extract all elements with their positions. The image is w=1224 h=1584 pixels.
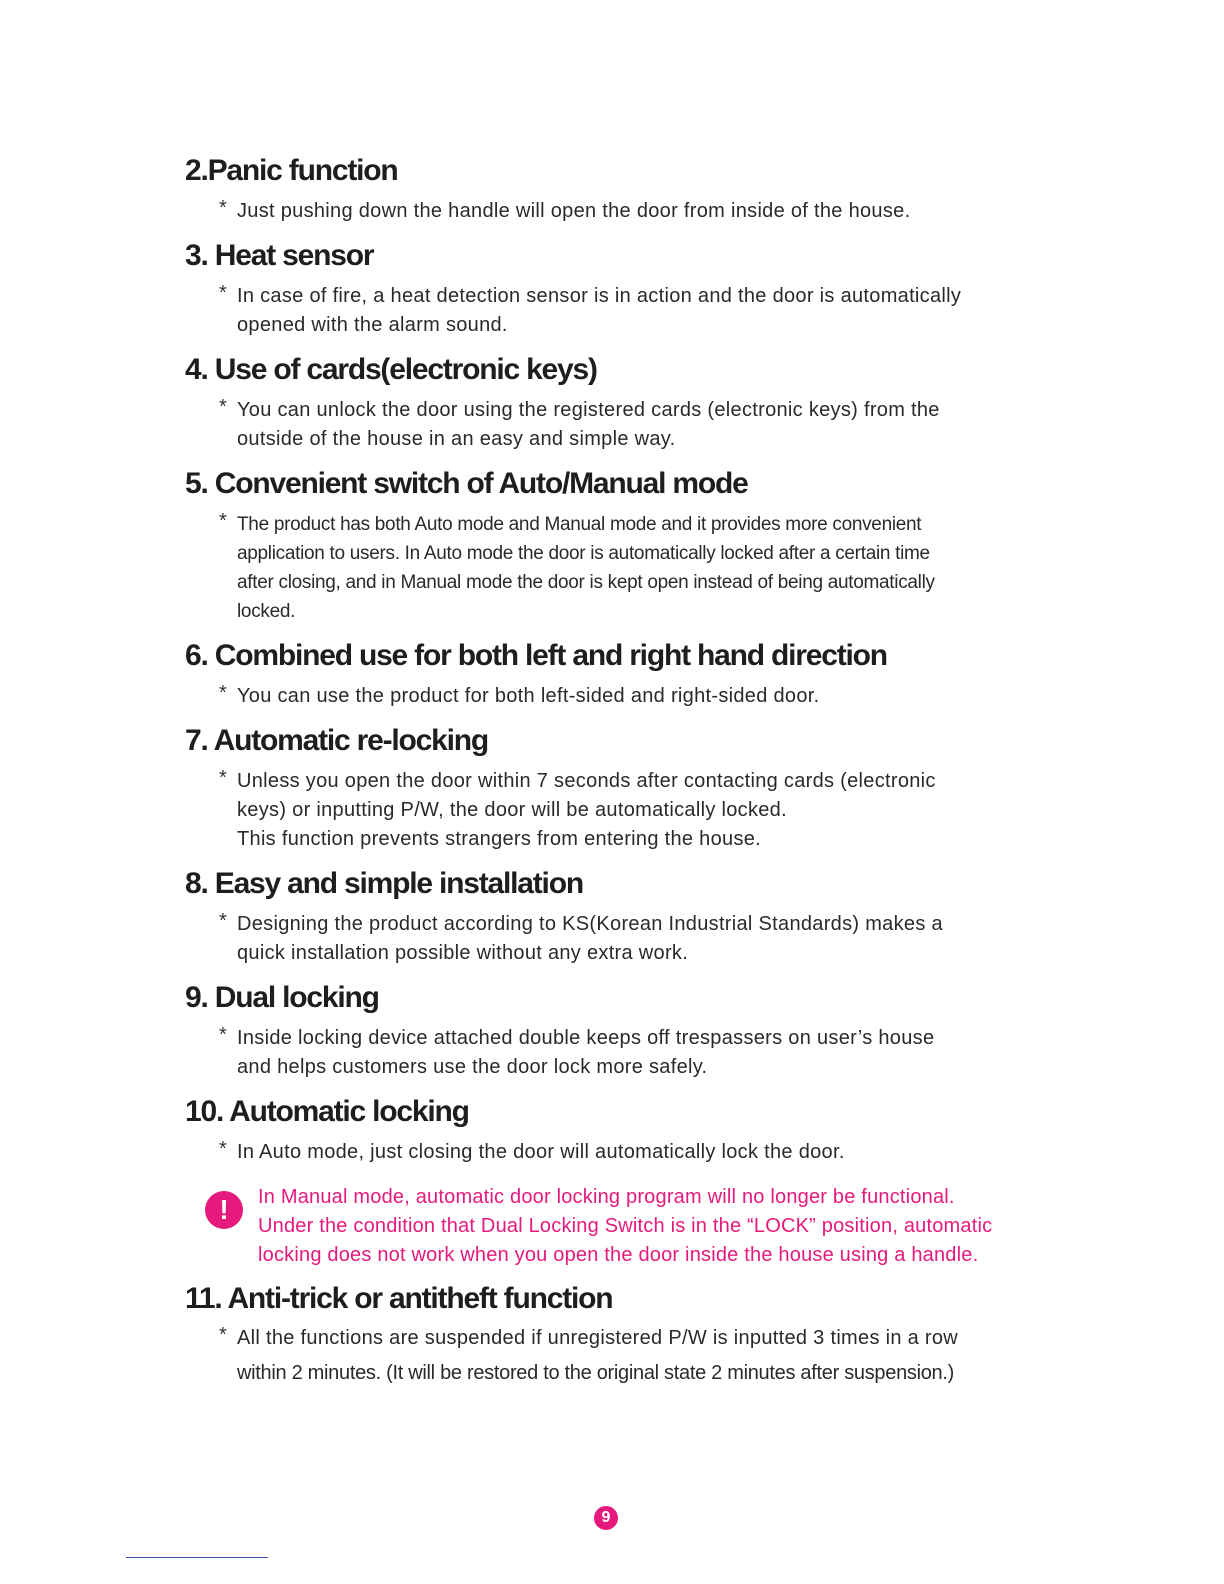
section-heading: 7. Automatic re-locking: [185, 724, 489, 757]
section-item: [219, 396, 1047, 454]
section-heading: 9. Dual locking: [185, 981, 379, 1014]
item-line: opened with the alarm sound.: [237, 314, 508, 336]
bullet-mark: *: [219, 396, 228, 418]
bullet-mark: *: [219, 282, 228, 304]
item-line: You can use the product for both left-sided and right-sided door.: [237, 685, 820, 707]
section-heading: 5. Convenient switch of Auto/Manual mode: [185, 467, 748, 500]
section-use-of-cards: [185, 350, 1065, 454]
item-line: All the functions are suspended if unregistered P/W is inputted 3 times in a row: [237, 1327, 959, 1349]
bullet-mark: *: [219, 1024, 228, 1046]
section-item: [219, 510, 1047, 626]
section-automatic-relocking: [185, 721, 1065, 854]
section-item: [219, 282, 1047, 340]
page-number-badge: 9: [594, 1506, 618, 1530]
section-item: [219, 682, 1047, 711]
item-line: outside of the house in an easy and simple way.: [237, 428, 676, 450]
item-line: quick installation possible without any extra work.: [237, 942, 689, 964]
section-heading: 11. Anti-trick or antitheft function: [185, 1282, 613, 1315]
footer-divider: [126, 1557, 268, 1558]
section-item: [219, 197, 1047, 226]
warning-text: [258, 1183, 992, 1270]
item-line: You can unlock the door using the registered cards (electronic keys) from the: [237, 399, 940, 421]
item-line: In case of fire, a heat detection sensor is in action and the door is automatically: [237, 285, 962, 307]
bullet-mark: *: [219, 197, 228, 219]
item-line: and helps customers use the door lock more safely.: [237, 1056, 708, 1078]
item-line: Designing the product according to KS(Korean Industrial Standards) makes a: [237, 913, 943, 935]
item-line: Inside locking device attached double keeps off trespassers on user’s house: [237, 1027, 935, 1049]
section-heading: 8. Easy and simple installation: [185, 867, 583, 900]
section-item: [219, 1024, 1047, 1082]
bullet-mark: *: [219, 510, 227, 532]
item-line: keys) or inputting P/W, the door will be automatically locked.: [237, 799, 787, 821]
item-line: This function prevents strangers from entering the house.: [237, 828, 762, 850]
warning-line: Under the condition that Dual Locking Switch is in the “LOCK” position, automatic: [258, 1215, 993, 1237]
section-heading: 3. Heat sensor: [185, 239, 374, 272]
exclamation-icon: !: [205, 1191, 243, 1229]
section-auto-manual-switch: [185, 464, 1065, 626]
section-item: [219, 767, 1047, 854]
section-easy-installation: [185, 864, 1065, 968]
bullet-mark: *: [219, 767, 228, 789]
item-line: locked.: [237, 601, 296, 622]
bullet-mark: *: [219, 1138, 228, 1160]
item-line: within 2 minutes. (It will be restored to the original state 2 minutes after suspension.): [237, 1362, 954, 1384]
item-line: after closing, and in Manual mode the door is kept open instead of being automatically: [237, 572, 935, 593]
warning-line: In Manual mode, automatic door locking program will no longer be functional.: [258, 1186, 955, 1208]
item-line: Unless you open the door within 7 seconds after contacting cards (electronic: [237, 770, 936, 792]
section-antitheft: [185, 1279, 1065, 1391]
section-heading: 10. Automatic locking: [185, 1095, 469, 1128]
section-panic-function: [185, 151, 1065, 226]
bullet-mark: *: [219, 682, 228, 704]
section-item: [219, 910, 1047, 968]
item-line: The product has both Auto mode and Manual mode and it provides more convenient: [237, 514, 922, 535]
section-left-right-direction: [185, 636, 1065, 711]
section-heading: 2.Panic function: [185, 154, 398, 187]
section-item: [219, 1138, 1047, 1167]
bullet-mark: *: [219, 1324, 228, 1346]
item-line: application to users. In Auto mode the door is automatically locked after a certain time: [237, 543, 930, 564]
section-heat-sensor: [185, 236, 1065, 340]
section-automatic-locking: [185, 1092, 1065, 1167]
item-line: In Auto mode, just closing the door will automatically lock the door.: [237, 1141, 845, 1163]
section-heading: 6. Combined use for both left and right hand direction: [185, 639, 887, 672]
warning-line: locking does not work when you open the door inside the house using a handle.: [258, 1244, 979, 1266]
section-heading: 4. Use of cards(electronic keys): [185, 353, 597, 386]
section-dual-locking: [185, 978, 1065, 1082]
section-item: [219, 1321, 1047, 1391]
item-line: Just pushing down the handle will open the door from inside of the house.: [237, 200, 911, 222]
bullet-mark: *: [219, 910, 228, 932]
